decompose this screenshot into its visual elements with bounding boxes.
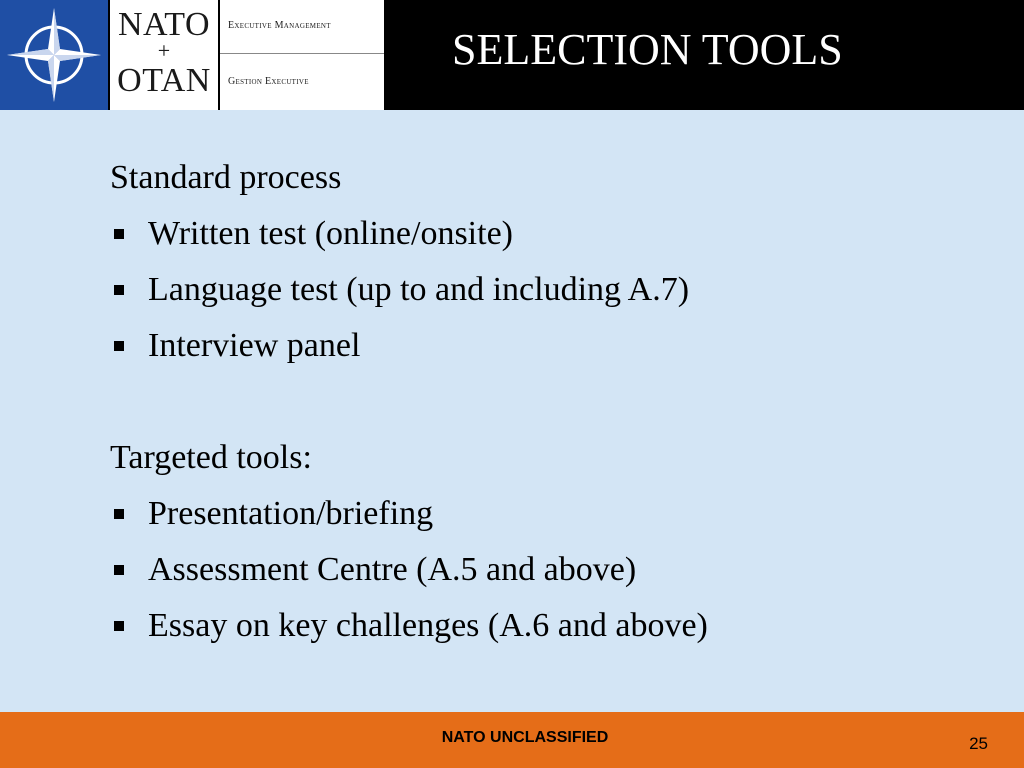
list-item-text: Language test (up to and including A.7) (148, 271, 690, 308)
list-item-text: Assessment Centre (A.5 and above) (148, 551, 637, 588)
square-bullet-icon (114, 285, 124, 295)
page-number: 25 (969, 734, 988, 753)
nato-otan-wordmark (110, 0, 218, 110)
slide-footer (0, 712, 1024, 768)
org-name-english: Executive Management (228, 20, 331, 31)
targeted-tools-heading: Targeted tools: (110, 439, 312, 476)
list-item-text: Interview panel (148, 327, 361, 364)
nato-emblem (0, 0, 108, 110)
nato-compass-star-icon (0, 0, 108, 110)
org-name-french: Gestion Executive (228, 76, 309, 87)
square-bullet-icon (114, 621, 124, 631)
slide-header (0, 0, 1024, 110)
list-item-text: Written test (online/onsite) (148, 215, 513, 252)
list-item (110, 262, 990, 318)
list-item-text: Presentation/briefing (148, 495, 434, 532)
standard-process-heading: Standard process (110, 159, 342, 196)
square-bullet-icon (114, 509, 124, 519)
list-item (110, 598, 990, 654)
org-name-box (220, 0, 384, 110)
section-spacer (110, 374, 990, 430)
list-item (110, 318, 990, 374)
square-bullet-icon (114, 229, 124, 239)
list-item (110, 486, 990, 542)
list-item (110, 542, 990, 598)
logo-text-nato: NATO (117, 6, 211, 43)
square-bullet-icon (114, 565, 124, 575)
logo-text-plus: + (157, 38, 171, 63)
square-bullet-icon (114, 341, 124, 351)
classification-label: NATO UNCLASSIFIED (441, 729, 609, 746)
list-item-text: Essay on key challenges (A.6 and above) (148, 607, 708, 644)
org-name-divider (220, 53, 384, 54)
slide-body (110, 150, 990, 654)
slide-title: SELECTION TOOLS (452, 25, 843, 74)
logo-text-otan: OTAN (117, 62, 211, 99)
list-item (110, 206, 990, 262)
